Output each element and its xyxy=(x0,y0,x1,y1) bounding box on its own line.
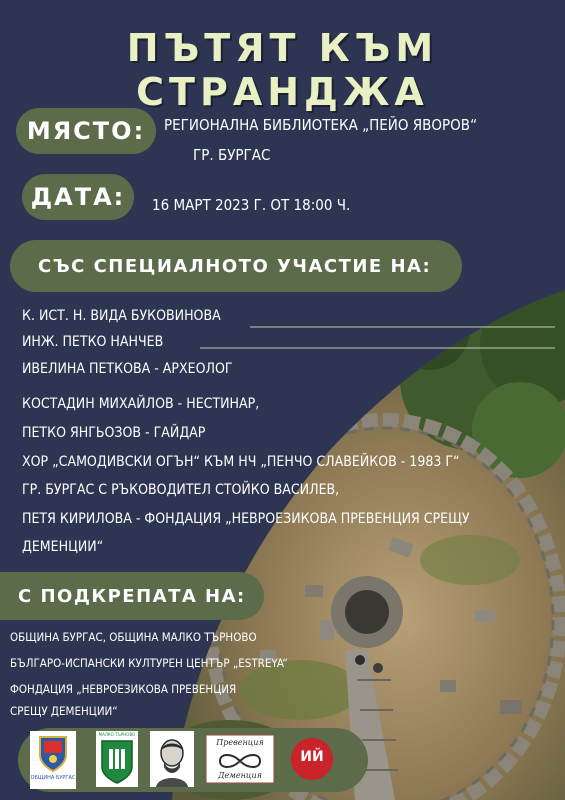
estreya-logo xyxy=(288,737,336,781)
poster-title: ПЪТЯТ КЪМ СТРАНДЖА xyxy=(126,26,439,114)
participant-line: ПЕТКО ЯНГЬОЗОВ - ГАЙДАР xyxy=(22,425,206,441)
burgas-coat-of-arms-logo xyxy=(30,731,76,789)
participant-line: ДЕМЕНЦИИ“ xyxy=(22,539,104,555)
burgas-logo-caption: ОБЩИНА БУРГАС xyxy=(30,775,76,789)
supporter-line: БЪЛГАРО-ИСПАНСКИ КУЛТУРЕН ЦЕНТЪР „ESTREYA“ xyxy=(10,656,288,670)
support-label: С ПОДКРЕПАТА НА: xyxy=(0,572,264,620)
date-value: 16 МАРТ 2023 Г. ОТ 18:00 Ч. xyxy=(152,196,351,214)
prevention-foundation-logo xyxy=(206,735,274,783)
malko-tarnovo-caption: МАЛКО ТЪРНОВО xyxy=(98,732,136,737)
participant-line: ПЕТЯ КИРИЛОВА - ФОНДАЦИЯ „НЕВРОЕЗИКОВА ПРЕВЕНЦИЯ СРЕЩУ xyxy=(22,511,470,527)
participant-line: ГР. БУРГАС С РЪКОВОДИТЕЛ СТОЙКО ВАСИЛЕВ, xyxy=(22,482,340,498)
prevention-logo-bottom-text: Деменция xyxy=(218,771,262,780)
portrait-logo xyxy=(150,731,194,787)
participant-line: ИВЕЛИНА ПЕТКОВА - АРХЕОЛОГ xyxy=(22,361,233,377)
supporter-line: ФОНДАЦИЯ „НЕВРОЕЗИКОВА ПРЕВЕНЦИЯ xyxy=(10,682,237,696)
estreya-logo-text: ИЙ xyxy=(300,749,324,765)
participation-label: СЪС СПЕЦИАЛНОТО УЧАСТИЕ НА: xyxy=(10,240,462,292)
place-label: МЯСТО: xyxy=(16,108,156,154)
participant-line: ХОР „САМОДИВСКИ ОГЪН“ КЪМ НЧ „ПЕНЧО СЛАВЕЙКОВ - 1983 Г“ xyxy=(22,454,460,470)
supporter-line: ОБЩИНА БУРГАС, ОБЩИНА МАЛКО ТЪРНОВО xyxy=(10,630,257,644)
participant-line: К. ИСТ. Н. ВИДА БУКОВИНОВА xyxy=(22,308,221,324)
place-city: ГР. БУРГАС xyxy=(193,146,271,164)
date-label: ДАТА: xyxy=(22,174,134,220)
place-venue: РЕГИОНАЛНА БИБЛИОТЕКА „ПЕЙО ЯВОРОВ“ xyxy=(164,116,478,134)
participant-line: ИНЖ. ПЕТКО НАНЧЕВ xyxy=(22,334,164,350)
supporter-line: СРЕЩУ ДЕМЕНЦИИ“ xyxy=(10,704,118,718)
malko-tarnovo-logo xyxy=(96,731,138,787)
prevention-logo-top-text: Превенция xyxy=(216,738,264,747)
participant-line: КОСТАДИН МИХАЙЛОВ - НЕСТИНАР, xyxy=(22,396,260,412)
